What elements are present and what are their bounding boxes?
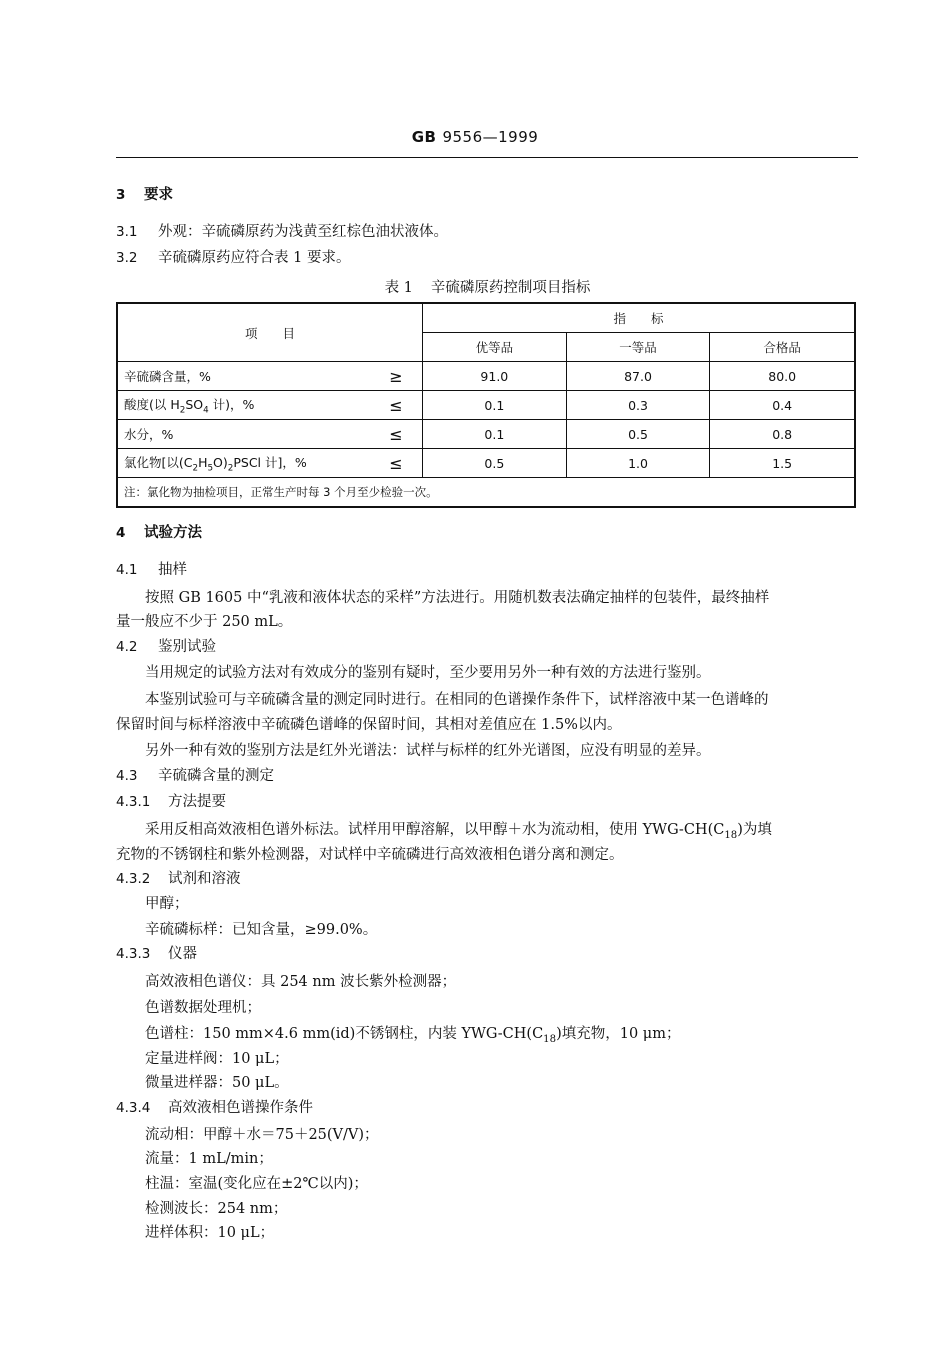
- row-value: 91.0: [423, 362, 567, 391]
- row-value: 0.8: [710, 420, 855, 449]
- header-index: 指 标: [423, 303, 856, 333]
- table-row: [117, 362, 855, 391]
- row-value: 0.5: [566, 420, 710, 449]
- clause-number: 4.2: [116, 639, 138, 655]
- page-header: [0, 128, 950, 146]
- clause-number: 4.3.3: [116, 946, 151, 962]
- clause-text: 辛硫磷原药应符合表 1 要求。: [158, 250, 351, 266]
- row-symbol: ≤: [370, 420, 423, 449]
- table-row: [117, 449, 855, 478]
- row-value: 0.5: [423, 449, 567, 478]
- row-item: 水分，%: [117, 420, 370, 449]
- row-symbol: ≤: [370, 449, 423, 478]
- clause-4-2-para1: 当用规定的试验方法对有效成分的鉴别有疑时，至少要用另外一种有效的方法进行鉴别。: [145, 665, 711, 681]
- reagent-line: 辛硫磷标样：已知含量，≥99.0%。: [145, 922, 378, 938]
- section-title: 要求: [144, 186, 173, 203]
- table-note-row: [117, 478, 855, 508]
- clause-4-3-4-heading: [116, 1098, 313, 1118]
- row-value: 0.1: [423, 391, 567, 420]
- section-4-heading: [116, 523, 202, 543]
- clause-title: 仪器: [168, 946, 197, 962]
- row-symbol: ≥: [370, 362, 423, 391]
- table-header-row: [117, 303, 855, 333]
- clause-number: 3.1: [116, 224, 138, 240]
- table-row: [117, 420, 855, 449]
- instrument-line: 微量进样器：50 μL。: [145, 1075, 289, 1091]
- clause-number: 4.3: [116, 768, 138, 784]
- section-number: 4: [116, 525, 126, 541]
- row-value: 1.0: [566, 449, 710, 478]
- condition-line: 流量：1 mL/min；: [145, 1151, 273, 1167]
- row-symbol: ≤: [370, 391, 423, 420]
- clause-4-2-heading: [116, 637, 216, 657]
- table-caption: 辛硫磷原药控制项目指标: [430, 280, 591, 296]
- clause-number: 3.2: [116, 250, 138, 266]
- row-item: 酸度(以 $H_2SO_4$ 计)，%: [117, 391, 370, 420]
- clause-4-3-1-text-line1: 采用反相高效液相色谱外标法。试样用甲醇溶解，以甲醇＋水为流动相，使用 YWG-$CH(C_{18})$为填: [145, 822, 772, 841]
- clause-4-1-text-line2: 量一般应不少于 250 mL。: [116, 614, 293, 630]
- table-1: [116, 302, 856, 508]
- section-title: 试验方法: [144, 524, 202, 541]
- clause-4-3-heading: [116, 766, 274, 786]
- clause-4-2-para2-line2: 保留时间与标样溶液中辛硫磷色谱峰的保留时间，其相对差值应在 1.5%以内。: [116, 717, 622, 733]
- clause-title: 辛硫磷含量的测定: [158, 768, 274, 784]
- section-3-heading: [116, 185, 173, 205]
- row-item: 氯化物[以$(C_2H_5O)_2PSCl$ 计]，%: [117, 449, 370, 478]
- row-item: 辛硫磷含量，%: [117, 362, 370, 391]
- instrument-line: 高效液相色谱仪：具 254 nm 波长紫外检测器；: [145, 974, 457, 990]
- clause-number: 4.1: [116, 562, 138, 578]
- clause-4-1-heading: [116, 560, 187, 580]
- clause-3-1: [116, 222, 448, 242]
- instrument-line: 色谱柱：150 mm×4.6 mm(id)不锈钢柱，内装 YWG-$CH(C_{18})$填充物，10 μm；: [145, 1026, 681, 1045]
- clause-number: 4.3.2: [116, 871, 151, 887]
- clause-title: 鉴别试验: [158, 639, 216, 655]
- clause-title: 试剂和溶液: [168, 871, 241, 887]
- clause-title: 方法提要: [168, 794, 226, 810]
- instrument-line: 定量进样阀：10 μL；: [145, 1051, 289, 1067]
- standard-number: 9556—1999: [442, 128, 539, 146]
- table-note: 注：氯化物为抽检项目，正常生产时每 3 个月至少检验一次。: [117, 478, 855, 508]
- table-1-title: [0, 276, 950, 297]
- clause-text: 外观：辛硫磷原药为浅黄至红棕色油状液体。: [158, 224, 448, 240]
- section-number: 3: [116, 187, 126, 203]
- clause-4-2-para3: 另外一种有效的鉴别方法是红外光谱法：试样与标样的红外光谱图，应没有明显的差异。: [145, 743, 711, 759]
- clause-3-2: [116, 248, 350, 268]
- row-value: 87.0: [566, 362, 710, 391]
- grade-qualified: 合格品: [710, 333, 855, 362]
- clause-4-3-1-text-line2: 充物的不锈钢柱和紫外检测器，对试样中辛硫磷进行高效液相色谱分离和测定。: [116, 847, 624, 863]
- header-rule: [116, 157, 858, 158]
- clause-number: 4.3.4: [116, 1100, 151, 1116]
- condition-line: 进样体积：10 μL；: [145, 1225, 275, 1241]
- clause-4-3-2-heading: [116, 869, 241, 889]
- reagent-line: 甲醇；: [145, 896, 189, 912]
- row-value: 0.3: [566, 391, 710, 420]
- clause-4-3-1-heading: [116, 792, 226, 812]
- clause-4-1-text-line1: 按照 GB 1605 中“乳液和液体状态的采样”方法进行。用随机数表法确定抽样的包装件，最终抽样: [145, 590, 770, 606]
- instrument-line: 色谱数据处理机；: [145, 1000, 261, 1016]
- clause-number: 4.3.1: [116, 794, 151, 810]
- row-value: 1.5: [710, 449, 855, 478]
- table-number: 表 1: [384, 280, 413, 296]
- clause-title: 抽样: [158, 562, 187, 578]
- condition-line: 流动相：甲醇＋水＝75＋25(V/V)；: [145, 1127, 379, 1143]
- table-row: [117, 391, 855, 420]
- row-value: 0.1: [423, 420, 567, 449]
- clause-title: 高效液相色谱操作条件: [168, 1100, 313, 1116]
- clause-4-3-3-heading: [116, 944, 197, 964]
- row-value: 80.0: [710, 362, 855, 391]
- condition-line: 柱温：室温(变化应在±2℃以内)；: [145, 1176, 368, 1192]
- grade-superior: 优等品: [423, 333, 567, 362]
- row-value: 0.4: [710, 391, 855, 420]
- clause-4-2-para2-line1: 本鉴别试验可与辛硫磷含量的测定同时进行。在相同的色谱操作条件下，试样溶液中某一色谱峰的: [145, 692, 769, 708]
- header-item: 项 目: [117, 303, 423, 362]
- condition-line: 检测波长：254 nm；: [145, 1201, 288, 1217]
- standard-prefix: GB: [411, 128, 437, 146]
- grade-first: 一等品: [566, 333, 710, 362]
